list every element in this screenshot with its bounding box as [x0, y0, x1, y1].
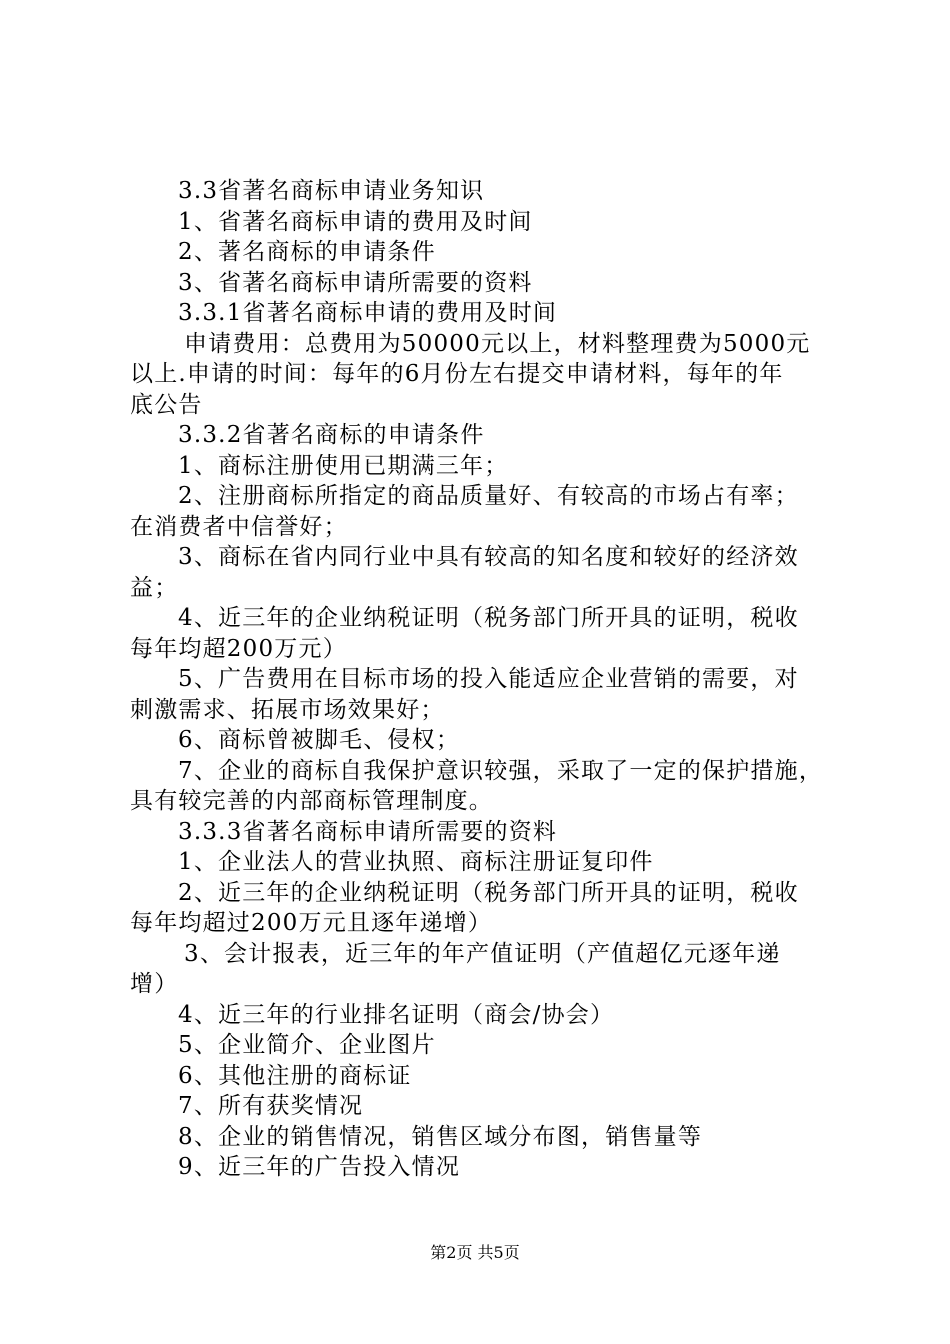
text-line: 6、商标曾被脚毛、侵权；	[178, 727, 461, 753]
text-line: 2、注册商标所指定的商品质量好、有较高的市场占有率；	[178, 483, 799, 509]
text-line: 增）	[130, 971, 179, 997]
document-body	[130, 176, 835, 1183]
text-line: 8、企业的销售情况，销售区域分布图，销售量等	[178, 1123, 703, 1150]
text-line: 5、企业简介、企业图片	[178, 1032, 436, 1058]
text-line: 4、近三年的行业排名证明（商会/协会）	[178, 1001, 615, 1028]
text-line: 具有较完善的内部商标管理制度。	[130, 788, 493, 814]
text-line: 3、商标在省内同行业中具有较高的知名度和较好的经济效	[178, 544, 799, 570]
text-line: 益；	[130, 574, 179, 601]
text-line: 1、省著名商标申请的费用及时间	[178, 208, 533, 235]
text-line: 3.3省著名商标申请业务知识	[178, 178, 485, 204]
text-line: 3、会计报表，近三年的年产值证明（产值超亿元逐年递	[184, 940, 781, 967]
text-line: 刺激需求、拓展市场效果好；	[130, 696, 445, 723]
text-line: 3.3.1省著名商标申请的费用及时间	[178, 300, 558, 326]
text-line: 4、近三年的企业纳税证明（税务部门所开具的证明，税收	[178, 605, 799, 631]
text-line: 3.3.3省著名商标申请所需要的资料	[178, 818, 558, 845]
text-line: 在消费者中信誉好；	[130, 513, 348, 540]
text-line: 底公告	[130, 391, 203, 418]
text-line: 每年均超过200万元且逐年递增）	[130, 910, 493, 936]
text-line: 1、企业法人的营业执照、商标注册证复印件	[178, 849, 654, 875]
text-line: 每年均超200万元）	[130, 635, 347, 662]
text-line: 9、近三年的广告投入情况	[178, 1154, 461, 1180]
text-line: 2、著名商标的申请条件	[178, 239, 436, 265]
text-line: 7、所有获奖情况	[178, 1093, 364, 1119]
text-line: 以上.申请的时间：每年的6月份左右提交申请材料，每年的年	[130, 361, 784, 387]
text-line: 3、省著名商标申请所需要的资料	[178, 269, 533, 296]
text-line: 3.3.2省著名商标的申请条件	[178, 422, 485, 448]
text-line: 5、广告费用在目标市场的投入能适应企业营销的需要，对	[178, 666, 799, 692]
text-line: 1、商标注册使用已期满三年；	[178, 452, 509, 479]
text-line: 7、企业的商标自我保护意识较强，采取了一定的保护措施，	[178, 757, 824, 784]
text-line: 2、近三年的企业纳税证明（税务部门所开具的证明，税收	[178, 879, 799, 906]
text-line: 申请费用：总费用为50000元以上，材料整理费为5000元	[184, 330, 811, 357]
text-line: 6、其他注册的商标证	[178, 1062, 412, 1089]
page-footer: 第2页 共5页	[430, 1243, 520, 1262]
